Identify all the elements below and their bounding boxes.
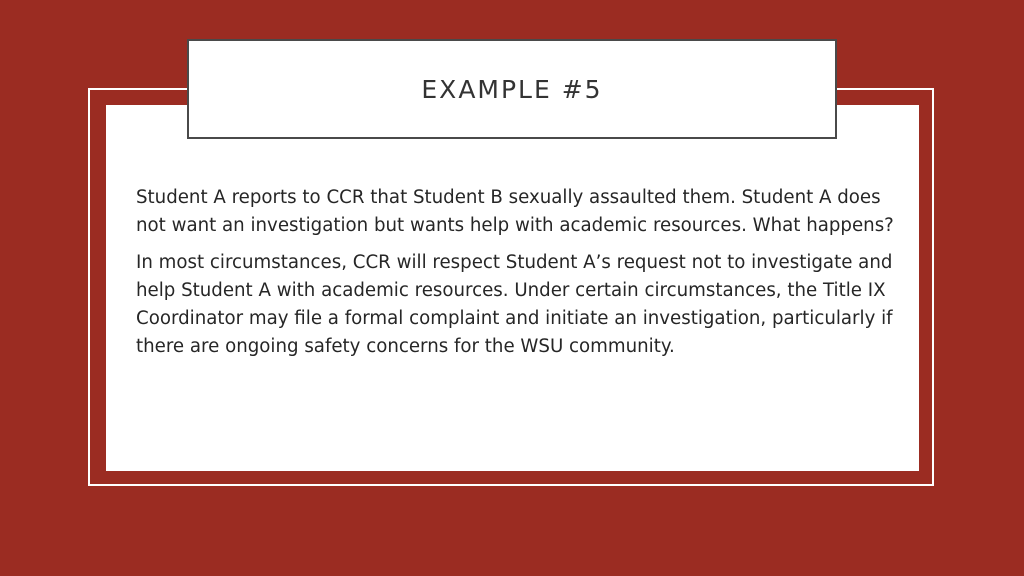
slide-title: EXAMPLE #5 — [421, 74, 603, 104]
question-paragraph: Student A reports to CCR that Student B sexually assaulted them. Student A does not want an investigation but wants help with academic resources. What happens? — [136, 187, 894, 236]
slide-body — [136, 184, 896, 370]
title-box — [187, 39, 837, 139]
answer-paragraph: In most circumstances, CCR will respect Student A’s request not to investigate and help Student A with academic resources. Under certain circumstances, the Title IX Coordinator may file a formal complaint and initiate an investigation, particularly if there are ongoing safety concerns for the WSU community. — [136, 252, 893, 357]
